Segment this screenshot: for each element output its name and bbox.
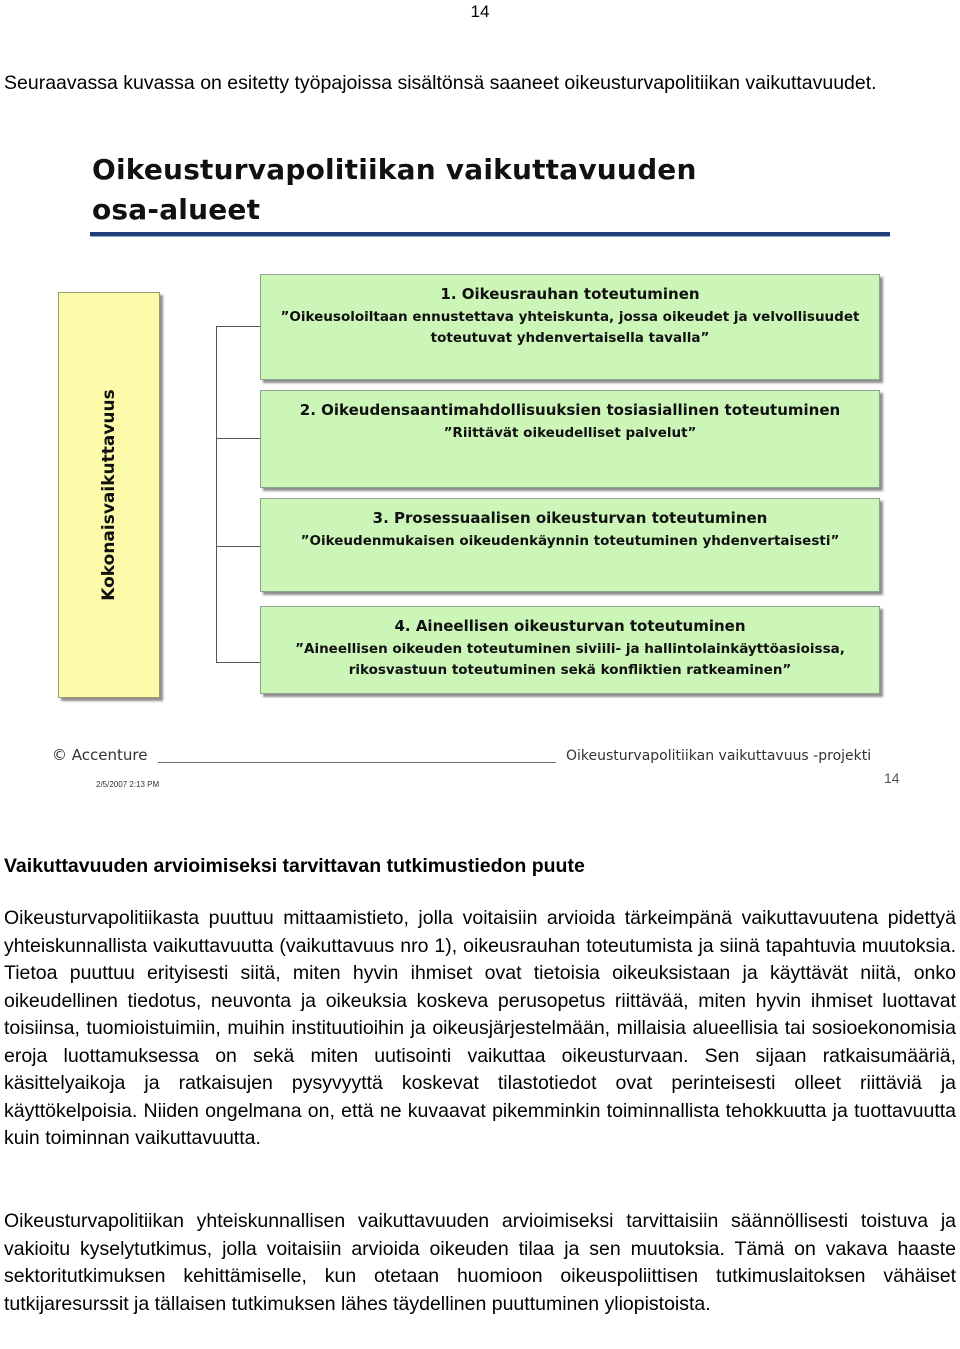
footer-copyright: © Accenture xyxy=(52,746,148,764)
connector-branch-3 xyxy=(216,546,260,547)
area-title-1: 1. Oikeusrauhan toteutuminen xyxy=(440,285,700,303)
slide-title-line1: Oikeusturvapolitiikan vaikuttavuuden xyxy=(92,153,697,186)
area-title-3: 3. Prosessuaalisen oikeusturvan toteutuminen xyxy=(372,509,768,527)
intro-paragraph: Seuraavassa kuvassa on esitetty työpajoissa sisältönsä saaneet oikeusturvapolitiikan vaikuttavuudet. xyxy=(4,72,877,94)
area-box-1 xyxy=(260,274,880,380)
embedded-slide xyxy=(46,140,914,800)
footer-date: 2/5/2007 2:13 PM xyxy=(96,780,160,789)
footer-rule xyxy=(158,762,556,763)
slide-title xyxy=(92,150,697,230)
section-heading: Vaikuttavuuden arvioimiseksi tarvittavan tutkimustiedon puute xyxy=(4,855,585,877)
footer-slide-number: 14 xyxy=(884,770,900,786)
area-box-4 xyxy=(260,606,880,694)
area-title-4: 4. Aineellisen oikeusturvan toteutuminen xyxy=(394,617,746,635)
body-paragraph-2: Oikeusturvapolitiikan yhteiskunnallisen vaikuttavuuden arvioimiseksi tarvittaisiin säännöllisesti toistuva ja vakioitu kyselytutkimus, jolla voitaisiin arvioida oikeuden tilaa ja sen muutoksia. Tämä on vakava haaste sektoritutkimuksen kehittämiselle, kun otetaan huomioon oikeuspoliittisen tutkimuslaitoksen vähäiset tutkijaresurssit ja tällaisen tutkimuksen lähes täydellinen puuttuminen yliopistoista. xyxy=(4,1210,956,1315)
area-box-2 xyxy=(260,390,880,488)
vertical-label: Kokonaisvaikuttavuus xyxy=(99,389,119,601)
area-desc-4: ”Aineellisen oikeuden toteutuminen siviili- ja hallintolainkäyttöasioissa, rikosvastuun toteutuminen sekä konfliktien ratkeaminen” xyxy=(295,641,845,678)
slide-title-line2: osa-alueet xyxy=(92,193,261,226)
footer-project: Oikeusturvapolitiikan vaikuttavuus -projekti xyxy=(566,748,872,764)
connector-branch-2 xyxy=(216,438,260,439)
area-title-2: 2. Oikeudensaantimahdollisuuksien tosiasiallinen toteutuminen xyxy=(299,401,841,419)
area-desc-2: ”Riittävät oikeudelliset palvelut” xyxy=(443,425,697,441)
title-rule xyxy=(90,232,890,237)
area-box-3 xyxy=(260,498,880,592)
connector-branch-1 xyxy=(216,326,260,327)
body-paragraph-1: Oikeusturvapolitiikasta puuttuu mittaamistieto, jolla voitaisiin arvioida tärkeimpänä vaikuttavuutena pidettyä yhteiskunnallista vaikuttavuutta (vaikuttavuus nro 1), oikeusrauhan toteutumista ja siinä tapahtuvia muutoksia. Tietoa puuttuu erityisesti siitä, miten hyvin ihmiset ovat tietoisia oikeuksistaan ja käyttävät niitä, onko oikeudellinen tiedotus, neuvonta ja oikeuksia koskeva perusopetus riittävää, miten hyvin ihmiset luottavat toisiinsa, tuomioistuimiin, muihin instituutioihin ja oikeusjärjestelmään, millaisia alueellisia tai sosioekonomisia eroja luottamuksessa on sekä miten uutisointi vaikuttaa oikeusturvaan. Sen sijaan ratkaisumääriä, käsittelyaikoja ja ratkaisujen pysyvyyttä koskevat tilastotiedot ovat perinteisesti olleet riittäviä ja käyttökelpoisia. Niiden ongelmana on, että ne kuvaavat pikemminkin toiminnallista tehokkuutta ja tuottavuutta kuin toiminnan vaikuttavuutta. xyxy=(4,907,956,1149)
connector-vertical xyxy=(216,326,217,662)
connector-branch-4 xyxy=(216,662,260,663)
overall-effectiveness-bar xyxy=(58,292,160,698)
page-number: 14 xyxy=(470,2,490,21)
area-desc-1: ”Oikeusoloiltaan ennustettava yhteiskunta, jossa oikeudet ja velvollisuudet toteutuvat yhdenvertaisella tavalla” xyxy=(280,309,860,346)
area-desc-3: ”Oikeudenmukaisen oikeudenkäynnin toteutuminen yhdenvertaisesti” xyxy=(300,533,840,549)
